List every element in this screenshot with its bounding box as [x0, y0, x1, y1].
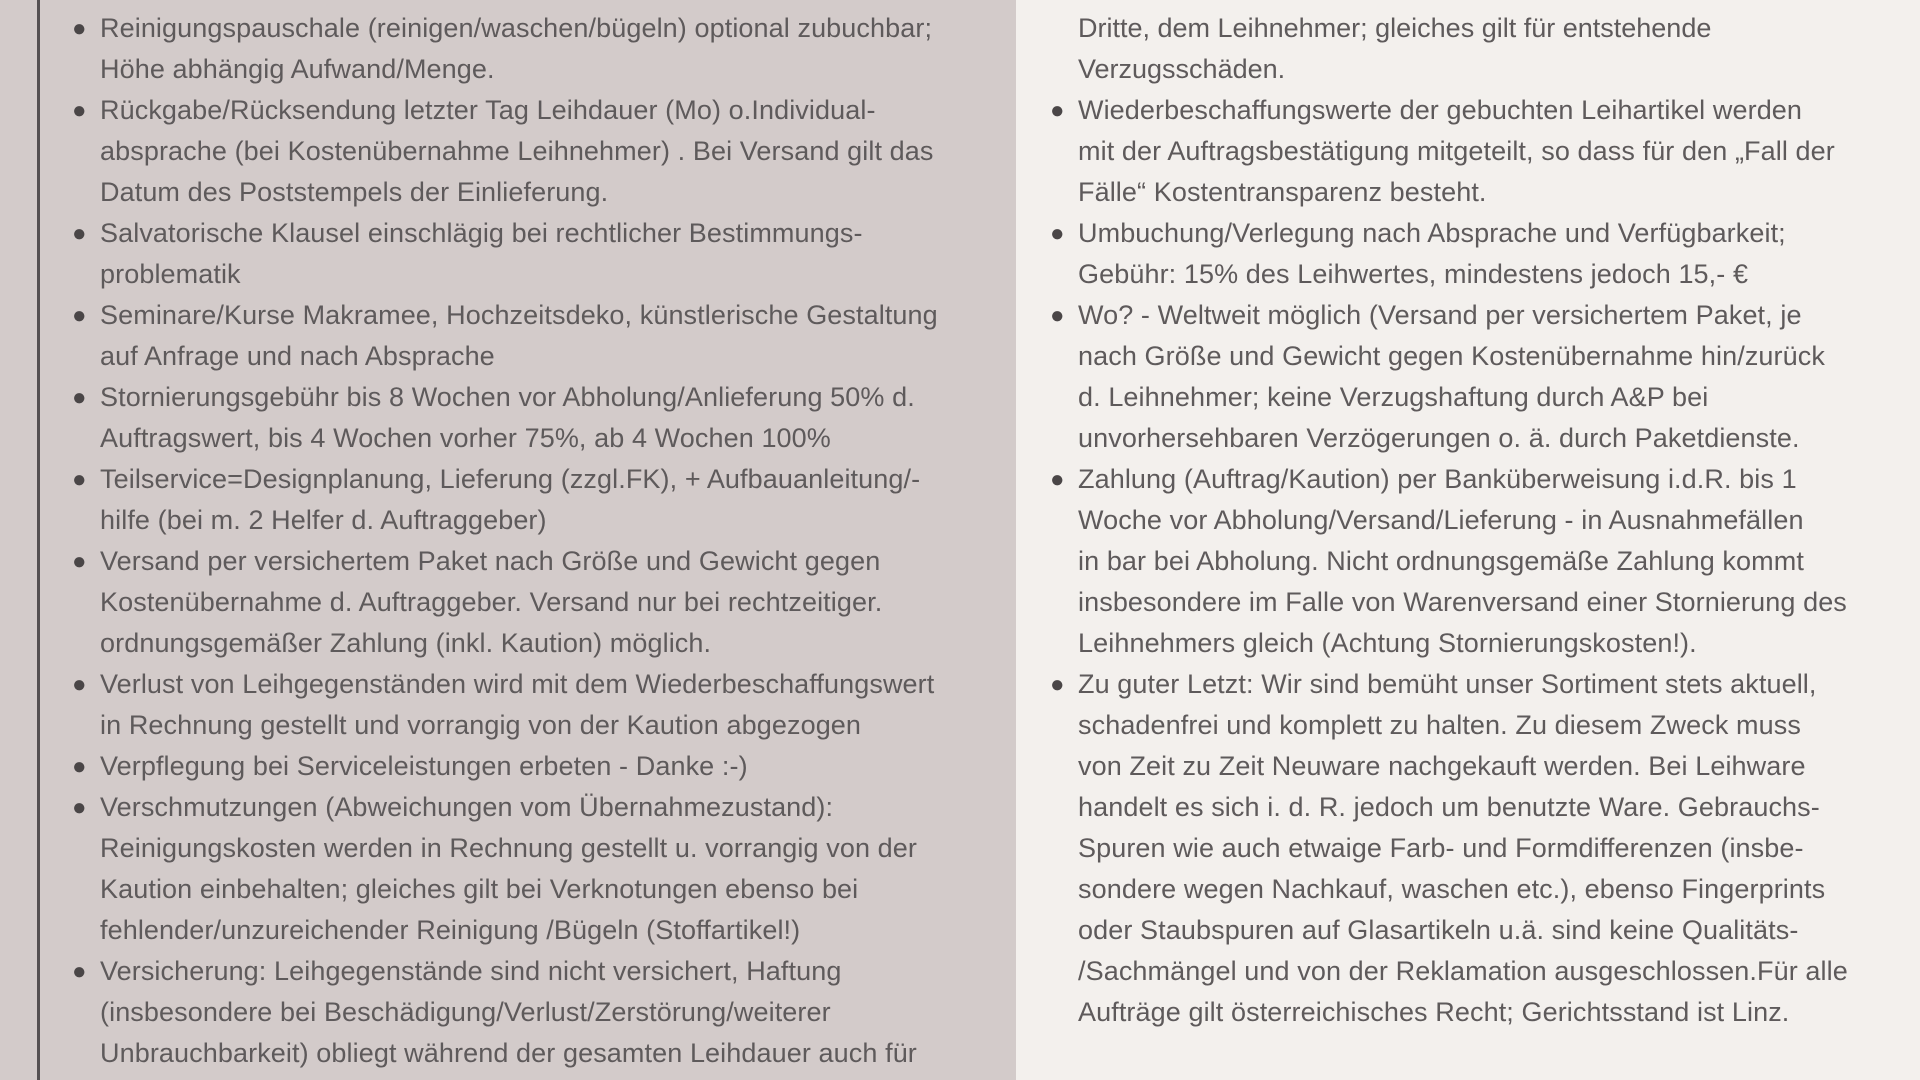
list-item: ● Zahlung (Auftrag/Kaution) per Banküberweisung i.d.R. bis 1 Woche vor Abholung/Versand/Lieferung - in Ausnahmefällen in bar bei Abholung. Nicht ordnungsgemäße Zahlung kommt insbesondere im Falle von Warenversand einer Stornierung des Leihnehmers gleich (Achtung Stornierungskosten!).	[1078, 459, 1918, 664]
bullet-icon: ●	[72, 97, 87, 124]
list-item: ● Stornierungsgebühr bis 8 Wochen vor Abholung/Anlieferung 50% d. Auftragswert, bis 4 Wochen vorher 75%, ab 4 Wochen 100%	[100, 377, 1015, 459]
right-terms-list	[1050, 90, 1918, 1033]
bullet-icon: ●	[72, 958, 87, 985]
bullet-icon: ●	[72, 302, 87, 329]
bullet-icon: ●	[1050, 466, 1065, 493]
bullet-icon: ●	[72, 548, 87, 575]
bullet-icon: ●	[72, 220, 87, 247]
list-item: ● Wo? - Weltweit möglich (Versand per versichertem Paket, je nach Größe und Gewicht gegen Kostenübernahme hin/zurück d. Leihnehmer; keine Verzugshaftung durch A&P bei unvorhersehbaren Verzögerungen o. ä. durch Paketdienste.	[1078, 295, 1918, 459]
bullet-icon: ●	[72, 753, 87, 780]
bullet-icon: ●	[72, 466, 87, 493]
list-item: ● Salvatorische Klausel einschlägig bei rechtlicher Bestimmungs- problematik	[100, 213, 1015, 295]
list-item: ● Versand per versichertem Paket nach Größe und Gewicht gegen Kostenübernahme d. Auftraggeber. Versand nur bei rechtzeitiger. ordnungsgemäßer Zahlung (inkl. Kaution) möglich.	[100, 541, 1015, 664]
list-item: ● Rückgabe/Rücksendung letzter Tag Leihdauer (Mo) o.Individual- absprache (bei Kostenübernahme Leihnehmer) . Bei Versand gilt das Datum des Poststempels der Einlieferung.	[100, 90, 1015, 213]
bullet-icon: ●	[72, 15, 87, 42]
bullet-icon: ●	[1050, 97, 1065, 124]
left-margin-strip	[0, 0, 37, 1080]
list-item: ● Teilservice=Designplanung, Lieferung (zzgl.FK), + Aufbauanleitung/- hilfe (bei m. 2 Helfer d. Auftraggeber)	[100, 459, 1015, 541]
list-item: ● Reinigungspauschale (reinigen/waschen/bügeln) optional zubuchbar; Höhe abhängig Aufwand/Menge.	[100, 8, 1015, 90]
list-item: ● Verschmutzungen (Abweichungen vom Übernahmezustand): Reinigungskosten werden in Rechnung gestellt u. vorrangig von der Kaution einbehalten; gleiches gilt bei Verknotungen ebenso bei fehlender/unzureichender Reinigung /Bügeln (Stoffartikel!)	[100, 787, 1015, 951]
bullet-icon: ●	[1050, 220, 1065, 247]
bullet-icon: ●	[72, 384, 87, 411]
list-item: ● Verlust von Leihgegenständen wird mit dem Wiederbeschaffungswert in Rechnung gestellt und vorrangig von der Kaution abgezogen	[100, 664, 1015, 746]
bullet-icon: ●	[72, 794, 87, 821]
bullet-icon: ●	[72, 671, 87, 698]
bullet-icon: ●	[1050, 302, 1065, 329]
list-item: ● Wiederbeschaffungswerte der gebuchten Leihartikel werden mit der Auftragsbestätigung mitgeteilt, so dass für den „Fall der Fälle“ Kostentransparenz besteht.	[1078, 90, 1918, 213]
list-item: ● Umbuchung/Verlegung nach Absprache und Verfügbarkeit; Gebühr: 15% des Leihwertes, mindestens jedoch 15,- €	[1078, 213, 1918, 295]
list-item: ● Zu guter Letzt: Wir sind bemüht unser Sortiment stets aktuell, schadenfrei und komplett zu halten. Zu diesem Zweck muss von Zeit zu Zeit Neuware nachgekauft werden. Bei Leihware handelt es sich i. d. R. jedoch um benutzte Ware. Gebrauchs- Spuren wie auch etwaige Farb- und Formdifferenzen (insbe- sondere wegen Nachkauf, waschen etc.), ebenso Fingerprints oder Staubspuren auf Glasartikeln u.ä. sind keine Qualitäts- /Sachmängel und von der Reklamation ausgeschlossen.Für alle Aufträge gilt österreichisches Recht; Gerichtsstand ist Linz.	[1078, 664, 1918, 1033]
bullet-icon: ●	[1050, 671, 1065, 698]
list-item: ● Seminare/Kurse Makramee, Hochzeitsdeko, künstlerische Gestaltung auf Anfrage und nach Absprache	[100, 295, 1015, 377]
list-item: ● Verpflegung bei Serviceleistungen erbeten - Danke :-)	[100, 746, 1015, 787]
left-terms-list	[72, 8, 1015, 1074]
list-item: ● Versicherung: Leihgegenstände sind nicht versichert, Haftung (insbesondere bei Beschädigung/Verlust/Zerstörung/weiterer Unbrauchbarkeit) obliegt während der gesamten Leihdauer auch für	[100, 951, 1015, 1074]
right-column-continuation-text: Dritte, dem Leihnehmer; gleiches gilt für entstehende Verzugsschäden.	[1078, 13, 1712, 84]
